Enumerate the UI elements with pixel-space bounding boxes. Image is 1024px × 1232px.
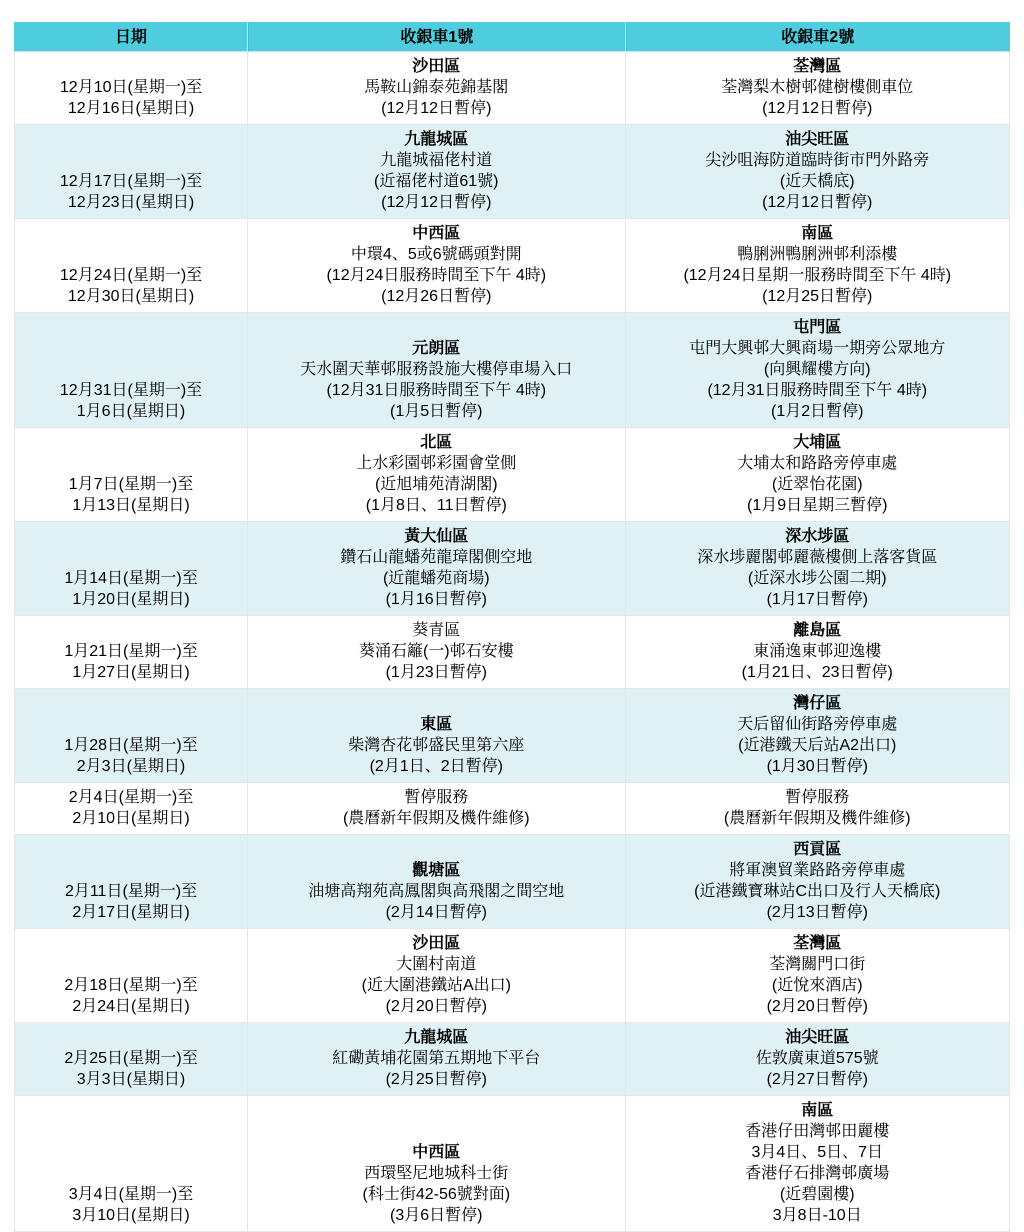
date-line: 3月4日(星期一)至 <box>68 1186 194 1203</box>
detail-line: (科士街42-56號對面) <box>362 1186 511 1203</box>
date-line: 1月20日(星期日) <box>72 591 190 608</box>
detail-line: (2月13日暫停) <box>766 904 868 921</box>
date-line: 2月11日(星期一)至 <box>64 883 198 900</box>
van1-cell <box>248 616 625 689</box>
district-name: 元朗區 <box>412 340 461 357</box>
header-van1: 收銀車1號 <box>248 22 625 52</box>
district-name: 九龍城區 <box>404 131 469 148</box>
detail-line: (12月24日星期一服務時間至下午 4時) <box>683 267 952 284</box>
detail-line: 暫停服務 <box>404 789 469 806</box>
detail-line: (2月1日、2日暫停) <box>369 758 503 775</box>
date-line: 1月27日(星期日) <box>72 664 190 681</box>
van1-cell <box>248 313 625 428</box>
district-name: 大埔區 <box>793 434 842 451</box>
date-cell <box>14 929 248 1023</box>
detail-line: 鑽石山龍蟠苑龍璋閣側空地 <box>340 549 533 566</box>
detail-line: (12月12日暫停) <box>762 100 873 117</box>
detail-line: (近大圍港鐵站A出口) <box>361 977 511 994</box>
detail-line: (12月31日服務時間至下午 4時) <box>707 382 928 399</box>
date-cell <box>14 522 248 616</box>
van2-cell <box>626 1023 1010 1096</box>
van1-cell <box>248 219 625 313</box>
van2-cell <box>626 219 1010 313</box>
van2-cell <box>626 783 1010 835</box>
date-line: 1月14日(星期一)至 <box>64 570 198 587</box>
date-line: 2月17日(星期日) <box>72 904 190 921</box>
detail-line: (2月20日暫停) <box>766 998 868 1015</box>
table-row <box>14 783 1010 835</box>
table-row <box>14 616 1010 689</box>
district-name: 九龍城區 <box>404 1029 469 1046</box>
district-name: 油尖旺區 <box>785 131 850 148</box>
detail-line: 九龍城福佬村道 <box>380 152 493 169</box>
van2-cell <box>626 125 1010 219</box>
date-line: 12月17日(星期一)至 <box>59 173 203 190</box>
district-name: 油尖旺區 <box>785 1029 850 1046</box>
van2-cell <box>626 522 1010 616</box>
detail-line: 中環4、5或6號碼頭對開 <box>350 246 522 263</box>
header-row <box>14 22 1010 52</box>
van2-cell <box>626 313 1010 428</box>
date-line: 3月3日(星期日) <box>76 1071 186 1088</box>
date-cell <box>14 428 248 522</box>
district-name: 中西區 <box>412 225 461 242</box>
date-cell <box>14 125 248 219</box>
detail-line: 香港仔田灣邨田麗樓 <box>745 1123 890 1140</box>
detail-line: (近悅來酒店) <box>771 977 863 994</box>
van1-cell <box>248 689 625 783</box>
table-row <box>14 428 1010 522</box>
table-row <box>14 1096 1010 1232</box>
detail-line: (2月27日暫停) <box>766 1071 868 1088</box>
detail-line: 油塘高翔苑高鳳閣與高飛閣之間空地 <box>308 883 565 900</box>
detail-line: (12月12日暫停) <box>762 194 873 211</box>
detail-line: (近旭埔苑清湖閣) <box>374 476 498 493</box>
table-row <box>14 522 1010 616</box>
detail-line: 天水圍天華邨服務設施大樓停車場入口 <box>300 361 573 378</box>
detail-line: (1月9日星期三暫停) <box>747 497 888 514</box>
detail-line: 馬鞍山錦泰苑錦基閣 <box>364 79 509 96</box>
date-line: 12月23日(星期日) <box>67 194 195 211</box>
detail-line: (12月12日暫停) <box>381 194 492 211</box>
detail-line: 大圍村南道 <box>396 956 477 973</box>
detail-line: 3月4日、5日、7日 <box>751 1144 884 1161</box>
detail-line: (1月30日暫停) <box>766 758 868 775</box>
date-line: 2月3日(星期日) <box>76 758 186 775</box>
district-name: 離島區 <box>793 622 842 639</box>
detail-line: 葵青區 <box>412 622 461 639</box>
detail-line: (近港鐵寶琳站C出口及行人天橋底) <box>694 883 941 900</box>
detail-line: (2月20日暫停) <box>385 998 487 1015</box>
van2-cell <box>626 428 1010 522</box>
van2-cell <box>626 689 1010 783</box>
table-row <box>14 689 1010 783</box>
date-cell <box>14 835 248 929</box>
detail-line: (向興耀樓方向) <box>763 361 871 378</box>
detail-line: (1月16日暫停) <box>385 591 487 608</box>
van1-cell <box>248 52 625 125</box>
date-cell <box>14 219 248 313</box>
detail-line: 屯門大興邨大興商場一期旁公眾地方 <box>689 340 946 357</box>
date-line: 1月13日(星期日) <box>72 497 190 514</box>
header-van2: 收銀車2號 <box>626 22 1010 52</box>
detail-line: (近碧園樓) <box>779 1186 855 1203</box>
detail-line: (3月6日暫停) <box>390 1207 483 1224</box>
district-name: 黃大仙區 <box>404 528 469 545</box>
detail-line: (12月31日服務時間至下午 4時) <box>326 382 547 399</box>
detail-line: 荃灣關門口街 <box>769 956 866 973</box>
date-line: 12月30日(星期日) <box>67 288 195 305</box>
detail-line: 深水埗麗閣邨麗薇樓側上落客貨區 <box>697 549 938 566</box>
date-line: 1月7日(星期一)至 <box>68 476 194 493</box>
detail-line: (近翠怡花園) <box>771 476 863 493</box>
van2-cell <box>626 929 1010 1023</box>
van1-cell <box>248 1096 625 1232</box>
date-line: 2月24日(星期日) <box>72 998 190 1015</box>
detail-line: (12月24日服務時間至下午 4時) <box>326 267 547 284</box>
van1-cell <box>248 522 625 616</box>
district-name: 觀塘區 <box>412 862 461 879</box>
date-line: 2月25日(星期一)至 <box>64 1050 198 1067</box>
date-line: 2月10日(星期日) <box>72 810 190 827</box>
detail-line: (12月26日暫停) <box>381 288 492 305</box>
detail-line: (1月21日、23日暫停) <box>741 664 893 681</box>
date-line: 1月21日(星期一)至 <box>64 643 198 660</box>
detail-line: 暫停服務 <box>785 789 850 806</box>
date-line: 12月31日(星期一)至 <box>59 382 203 399</box>
van1-cell <box>248 125 625 219</box>
date-line: 12月24日(星期一)至 <box>59 267 203 284</box>
detail-line: 東涌逸東邨迎逸樓 <box>753 643 882 660</box>
date-line: 2月4日(星期一)至 <box>68 789 194 806</box>
district-name: 荃灣區 <box>793 935 842 952</box>
van1-cell <box>248 835 625 929</box>
date-line: 1月28日(星期一)至 <box>64 737 198 754</box>
date-line: 12月16日(星期日) <box>67 100 195 117</box>
detail-line: (12月12日暫停) <box>381 100 492 117</box>
detail-line: 將軍澳貿業路路旁停車處 <box>729 862 906 879</box>
table-row <box>14 835 1010 929</box>
date-cell <box>14 1023 248 1096</box>
date-cell <box>14 783 248 835</box>
van2-cell <box>626 616 1010 689</box>
district-name: 南區 <box>801 1102 834 1119</box>
table-row <box>14 313 1010 428</box>
van2-cell <box>626 1096 1010 1232</box>
date-cell <box>14 616 248 689</box>
table-row <box>14 52 1010 125</box>
district-name: 沙田區 <box>412 58 461 75</box>
cashier-van-schedule-table <box>14 22 1010 1232</box>
table-row <box>14 125 1010 219</box>
detail-line: (近龍蟠苑商場) <box>382 570 490 587</box>
detail-line: (12月25日暫停) <box>762 288 873 305</box>
detail-line: (近福佬村道61號) <box>374 173 499 190</box>
district-name: 南區 <box>801 225 834 242</box>
detail-line: 尖沙咀海防道臨時街市門外路旁 <box>705 152 930 169</box>
detail-line: 天后留仙街路旁停車處 <box>737 716 898 733</box>
van1-cell <box>248 428 625 522</box>
table-row <box>14 929 1010 1023</box>
date-line: 3月10日(星期日) <box>72 1207 190 1224</box>
detail-line: 紅磡黃埔花園第五期地下平台 <box>332 1050 541 1067</box>
district-name: 深水埗區 <box>785 528 850 545</box>
district-name: 沙田區 <box>412 935 461 952</box>
detail-line: (近天橋底) <box>779 173 855 190</box>
district-name: 中西區 <box>412 1144 461 1161</box>
district-name: 灣仔區 <box>793 695 842 712</box>
table-row <box>14 1023 1010 1096</box>
detail-line: 大埔太和路路旁停車處 <box>737 455 898 472</box>
district-name: 東區 <box>420 716 453 733</box>
detail-line: (農曆新年假期及機件維修) <box>723 810 911 827</box>
van1-cell <box>248 929 625 1023</box>
detail-line: (1月17日暫停) <box>766 591 868 608</box>
detail-line: (農曆新年假期及機件維修) <box>342 810 530 827</box>
district-name: 西貢區 <box>793 841 842 858</box>
detail-line: (近深水埗公園二期) <box>747 570 887 587</box>
detail-line: 荃灣梨木樹邨健樹樓側車位 <box>721 79 914 96</box>
detail-line: 西環堅尼地城科士街 <box>364 1165 509 1182</box>
detail-line: 上水彩園邨彩園會堂側 <box>356 455 517 472</box>
detail-line: (1月5日暫停) <box>390 403 483 420</box>
van2-cell <box>626 52 1010 125</box>
district-name: 屯門區 <box>793 319 842 336</box>
detail-line: 柴灣杏花邨盛民里第六座 <box>348 737 525 754</box>
date-cell <box>14 313 248 428</box>
schedule-table-body <box>14 52 1010 1232</box>
detail-line: 葵涌石籬(一)邨石安樓 <box>358 643 514 660</box>
header-date: 日期 <box>14 22 248 52</box>
detail-line: (1月23日暫停) <box>385 664 487 681</box>
detail-line: (2月14日暫停) <box>385 904 487 921</box>
detail-line: (2月25日暫停) <box>385 1071 487 1088</box>
district-name: 荃灣區 <box>793 58 842 75</box>
detail-line: (近港鐵天后站A2出口) <box>738 737 897 754</box>
table-row <box>14 219 1010 313</box>
van1-cell <box>248 1023 625 1096</box>
detail-line: 香港仔石排灣邨廣場 <box>745 1165 890 1182</box>
date-cell <box>14 689 248 783</box>
detail-line: 佐敦廣東道575號 <box>755 1050 879 1067</box>
date-line: 1月6日(星期日) <box>76 403 186 420</box>
date-line: 2月18日(星期一)至 <box>64 977 198 994</box>
van2-cell <box>626 835 1010 929</box>
detail-line: (1月2日暫停) <box>771 403 864 420</box>
date-line: 12月10日(星期一)至 <box>59 79 203 96</box>
district-name: 北區 <box>420 434 453 451</box>
detail-line: 鴨脷洲鴨脷洲邨利添樓 <box>737 246 898 263</box>
date-cell <box>14 52 248 125</box>
detail-line: (1月8日、11日暫停) <box>365 497 507 514</box>
van1-cell <box>248 783 625 835</box>
detail-line: 3月8日-10日 <box>772 1207 862 1224</box>
date-cell <box>14 1096 248 1232</box>
